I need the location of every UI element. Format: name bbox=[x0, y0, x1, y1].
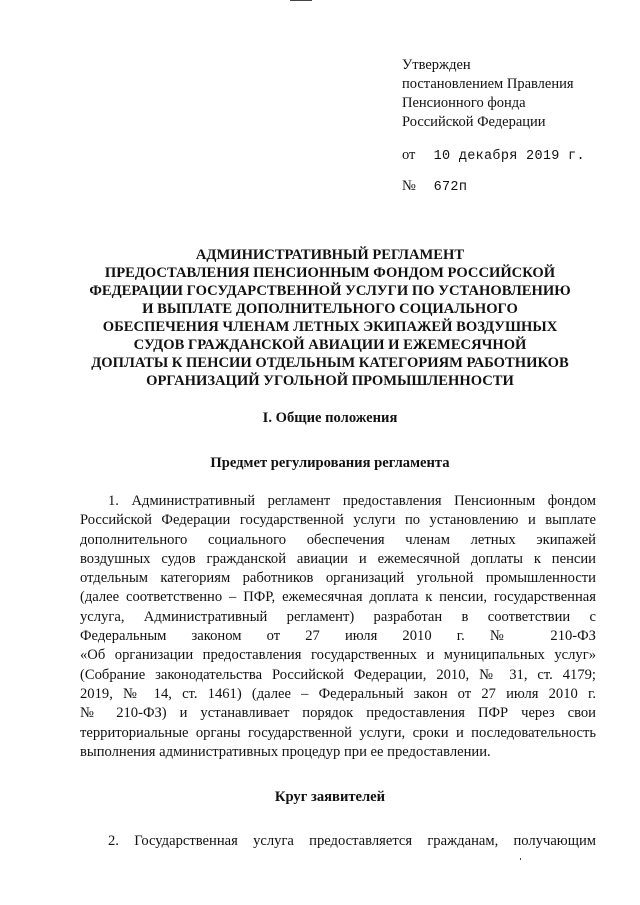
paragraph-line: Федеральным законом от 27 июля 2010 г. № 210-ФЗ bbox=[80, 628, 596, 645]
paragraph-line: дополнительного социального обеспечения членам летных экипажей bbox=[80, 531, 596, 548]
title-line: ПРЕДОСТАВЛЕНИЯ ПЕНСИОННЫМ ФОНДОМ РОССИЙСКОЙ bbox=[104, 265, 556, 281]
approval-line: Пенсионного фонда bbox=[402, 95, 526, 111]
approval-line: Российской Федерации bbox=[402, 114, 546, 130]
title-line: ДОПЛАТЫ К ПЕНСИИ ОТДЕЛЬНЫМ КАТЕГОРИЯМ РАБОТНИКОВ bbox=[91, 355, 569, 371]
title-line: И ВЫПЛАТЕ ДОПОЛНИТЕЛЬНОГО СОЦИАЛЬНОГО bbox=[142, 301, 518, 317]
paragraph-line: территориальные органы государственной услуги, сроки и последовательность bbox=[80, 724, 596, 741]
paragraph-line: Российской Федерации государственной услуги по установлению и выплате bbox=[80, 512, 596, 529]
title-line: АДМИНИСТРАТИВНЫЙ РЕГЛАМЕНТ bbox=[195, 247, 465, 263]
paragraph-line: (Собрание законодательства Российской Федерации, 2010, № 31, ст. 4179; bbox=[80, 666, 596, 683]
title-line: СУДОВ ГРАЖДАНСКОЙ АВИАЦИИ И ЕЖЕМЕСЯЧНОЙ bbox=[133, 337, 527, 353]
document-title bbox=[60, 246, 600, 390]
paragraph-2 bbox=[80, 832, 596, 851]
approval-line: постановлением Правления bbox=[402, 76, 574, 92]
section-heading: I. Общие положения bbox=[262, 410, 398, 426]
paragraph-line: отдельным категориям работников организаций угольной промышленности bbox=[80, 570, 596, 587]
paragraph-line: № 210-ФЗ) и устанавливает порядок предоставления ПФР через свои bbox=[80, 705, 596, 722]
subject-heading: Предмет регулирования регламента bbox=[210, 455, 450, 471]
title-line: ОРГАНИЗАЦИЙ УГОЛЬНОЙ ПРОМЫШЛЕННОСТИ bbox=[146, 373, 514, 389]
paragraph-line: 1. Административный регламент предоставления Пенсионным фондом bbox=[108, 493, 596, 509]
date-label: от bbox=[402, 147, 416, 163]
scan-speck bbox=[520, 858, 521, 860]
paragraph-line: 2. Государственная услуга предоставляется гражданам, получающим bbox=[108, 833, 596, 849]
paragraph-line: «Об организации предоставления государственных и муниципальных услуг» bbox=[80, 647, 596, 664]
number-label: № bbox=[402, 178, 416, 194]
approval-block bbox=[402, 56, 632, 132]
paragraph-line: 2019, № 14, ст. 1461) (далее – Федеральный закон от 27 июля 2010 г. bbox=[80, 685, 596, 702]
date-value: 10 декабря 2019 г. bbox=[433, 149, 585, 164]
approval-line: Утвержден bbox=[402, 57, 471, 73]
paragraph-line: услуга, Административный регламент) разработан в соответствии с bbox=[80, 608, 596, 625]
title-line: ФЕДЕРАЦИИ ГОСУДАРСТВЕННОЙ УСЛУГИ ПО УСТАНОВЛЕНИЮ bbox=[89, 283, 571, 299]
paragraph-line: выполнения административных процедур при ее предоставлении. bbox=[80, 743, 491, 760]
title-line: ОБЕСПЕЧЕНИЯ ЧЛЕНАМ ЛЕТНЫХ ЭКИПАЖЕЙ ВОЗДУШНЫХ bbox=[102, 319, 558, 335]
paragraph-line: воздушных судов гражданской авиации и ежемесячной доплаты к пенсии bbox=[80, 550, 596, 567]
applicants-heading: Круг заявителей bbox=[274, 789, 386, 805]
approval-number bbox=[402, 178, 467, 195]
approval-date bbox=[402, 147, 585, 164]
number-value: 672п bbox=[433, 180, 468, 195]
scan-speck bbox=[290, 0, 312, 1]
paragraph-1 bbox=[80, 492, 596, 762]
paragraph-line: (далее соответственно – ПФР, ежемесячная доплата к пенсии, государственная bbox=[80, 589, 596, 606]
